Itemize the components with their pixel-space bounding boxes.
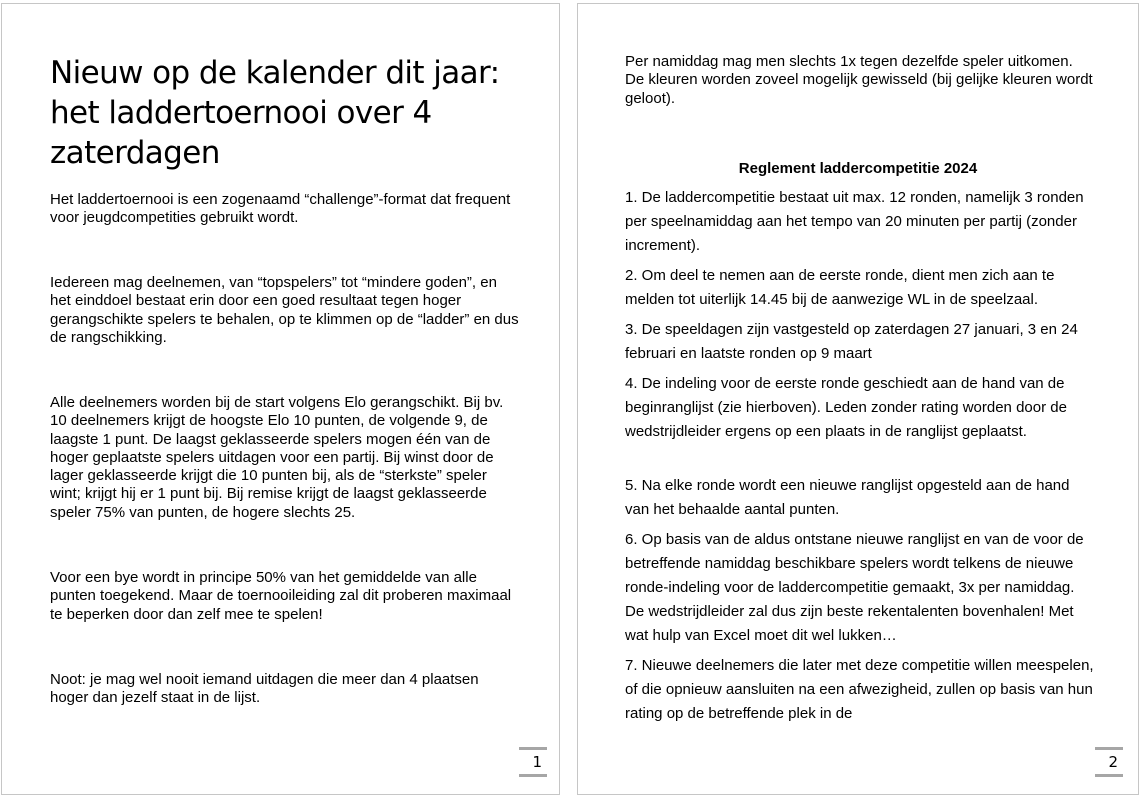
paragraph-bye: Voor een bye wordt in principe 50% van het gemiddelde van alle punten toegekend. Maar de toernooileiding zal dit proberen maximaal te beperken door dan zelf mee te spelen! — [50, 569, 512, 623]
rule-item: 7. Nieuwe deelnemers die later met deze competitie willen meespelen, of die opnieuw aansluiten na een afwezigheid, zullen op basis van hun rating op de betreffende plek in de — [625, 657, 1094, 722]
rule-item: 1. De laddercompetitie bestaat uit max. 12 ronden, namelijk 3 ronden per speelnamiddag aan het tempo van 20 minuten per partij (zonder increment). — [625, 189, 1084, 254]
document-page-2 — [577, 3, 1139, 795]
page-number: 2 — [1095, 747, 1123, 777]
paragraph-participation: Iedereen mag deelnemen, van “topspelers” tot “mindere goden”, en het einddoel bestaat erin door een goed resultaat tegen hoger gerangschikte spelers te behalen, op te klimmen op de “ladder” en dus de rangschikking. — [50, 274, 519, 346]
paragraph-scoring: Alle deelnemers worden bij de start volgens Elo gerangschikt. Bij bv. 10 deelnemers krijgt de hoogste Elo 10 punten, de volgende 9, de laagste 1 punt. De laagst geklasseerde spelers mogen één van de hoger geplaatste spelers uitdagen voor een partij. Bij winst door de lager geklasseerde krijgt die 10 punten bij, als de “sterkste” speler wint; krijgt hij er 1 punt bij. Bij remise krijgt de laagst geklasseerde speler 75% van punten, de hogere slechts 25. — [50, 394, 504, 521]
page-number: 1 — [519, 747, 547, 777]
paragraph-note: Noot: je mag wel nooit iemand uitdagen die meer dan 4 plaatsen hoger dan jezelf staat in de lijst. — [50, 671, 479, 707]
paragraph-colors: Per namiddag mag men slechts 1x tegen dezelfde speler uitkomen. De kleuren worden zoveel mogelijk gewisseld (bij gelijke kleuren wordt geloot). — [625, 53, 1093, 107]
rule-item: 4. De indeling voor de eerste ronde geschiedt aan de hand van de beginranglijst (zie hierboven). Leden zonder rating worden door de wedstrijdleider ergens op een plaats in de ranglijst geplaatst. — [625, 375, 1067, 440]
rule-item: 6. Op basis van de aldus ontstane nieuwe ranglijst en van de voor de betreffende namiddag beschikbare spelers wordt telkens de nieuwe ronde-indeling voor de laddercompetitie gemaakt, 3x per namiddag. De wedstrijdleider zal dus zijn beste rekentalenten bovenhalen! Met wat hulp van Excel moet dit wel lukken… — [625, 531, 1084, 644]
section-heading: Reglement laddercompetitie 2024 — [738, 160, 978, 177]
paragraph-intro: Het laddertoernooi is een zogenaamd “challenge”-format dat frequent voor jeugdcompetities gebruikt wordt. — [50, 191, 511, 227]
rule-item: 2. Om deel te nemen aan de eerste ronde, dient men zich aan te melden tot uiterlijk 14.45 bij de aanwezige WL in de speelzaal. — [625, 267, 1055, 308]
page-title: Nieuw op de kalender dit jaar: het laddertoernooi over 4 zaterdagen — [50, 55, 500, 171]
rule-item: 5. Na elke ronde wordt een nieuwe ranglijst opgesteld aan de hand van het behaalde aantal punten. — [625, 477, 1070, 518]
rule-item: 3. De speeldagen zijn vastgesteld op zaterdagen 27 januari, 3 en 24 februari en laatste ronden op 9 maart — [625, 321, 1078, 362]
document-page-1 — [1, 3, 560, 795]
